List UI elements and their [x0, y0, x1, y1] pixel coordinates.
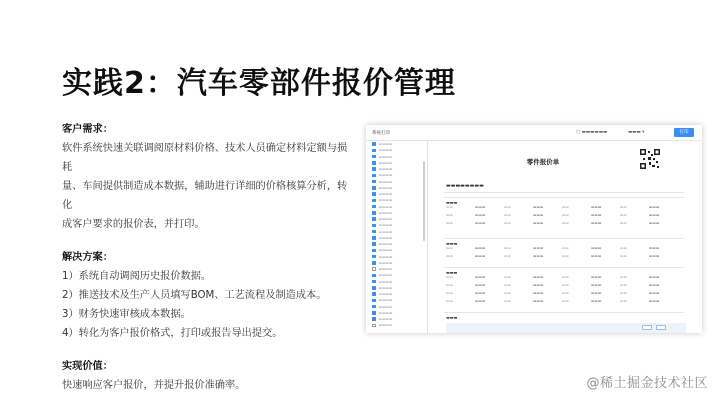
field-list-item[interactable]: ▬▬▬▬ — [366, 147, 427, 153]
field-list-item[interactable]: ▬▬▬▬ — [366, 191, 427, 197]
page-title: 实践2：汽车零部件报价管理 — [62, 66, 456, 101]
checkbox-icon[interactable] — [372, 174, 376, 178]
doc-title: 零件报价单 — [526, 158, 560, 166]
app-screenshot — [366, 125, 702, 333]
checkbox-icon[interactable] — [372, 230, 376, 234]
needs-heading: 客户需求： — [62, 124, 113, 135]
field-list-item[interactable]: ▬▬▬▬ — [366, 272, 427, 278]
doc-row: ▬▬ ▬▬▬ ▬▬ ▬▬▬ ▬▬ ▬▬▬ ▬▬ ▬▬▬ — [446, 291, 660, 295]
field-list-item[interactable]: ▬▬▬▬ — [366, 260, 427, 266]
doc-row: ▬▬ ▬▬▬ ▬▬ ▬▬▬ ▬▬ ▬▬▬ ▬▬ ▬▬▬ — [446, 299, 660, 303]
field-list — [366, 141, 428, 333]
watermark: @稀土掘金技术社区 — [586, 376, 708, 391]
checkbox-icon[interactable] — [372, 205, 376, 209]
topbar-dropdown[interactable]: ▬▬▬ ▾ — [628, 130, 645, 135]
field-list-item[interactable]: ▬▬▬▬ — [366, 297, 427, 303]
window-title: 系统打印 — [372, 131, 390, 136]
field-list-item[interactable]: ▬▬▬▬ — [366, 285, 427, 291]
field-list-item[interactable]: ▬▬▬▬ — [366, 160, 427, 166]
doc-row: ▬▬ ▬▬▬ ▬▬ ▬▬▬ ▬▬ ▬▬▬ ▬▬ ▬▬▬ — [446, 283, 660, 287]
field-list-item[interactable]: ▬▬▬▬ — [366, 316, 427, 322]
quote-document — [438, 145, 690, 333]
topbar-option: ▢ ▬▬▬▬▬▬ — [576, 130, 608, 135]
checkbox-icon[interactable] — [372, 286, 376, 290]
checkbox-icon[interactable] — [372, 142, 376, 146]
checkbox-icon[interactable] — [372, 280, 376, 284]
doc-subtitle: ▬▬▬▬▬▬▬▬ — [446, 183, 484, 189]
section-heading: ▬▬▬ — [446, 270, 458, 275]
sidebar-scrollbar[interactable] — [423, 161, 425, 241]
field-list-item[interactable]: ▬▬▬▬ — [366, 222, 427, 228]
doc-row: ▬▬ ▬▬▬ ▬▬ ▬▬▬ ▬▬ ▬▬▬ ▬▬ ▬▬▬ — [446, 213, 660, 217]
doc-row: ▬▬ ▬▬▬ ▬▬ ▬▬▬ ▬▬ ▬▬▬ ▬▬ ▬▬▬ — [446, 254, 660, 258]
content-left — [62, 120, 352, 395]
solution-item: 1）系统自动调阅历史报价数据。 — [62, 271, 212, 282]
field-list-item[interactable]: ▬▬▬▬ — [366, 141, 427, 147]
checkbox-icon[interactable] — [372, 161, 376, 165]
checkbox-icon[interactable] — [372, 261, 376, 265]
section-heading: ▬▬▬ — [446, 200, 458, 205]
doc-row: ▬▬ ▬▬▬ ▬▬ ▬▬▬ ▬▬ ▬▬▬ ▬▬ ▬▬▬ — [446, 275, 660, 279]
checkbox-icon[interactable] — [372, 155, 376, 159]
checkbox-icon[interactable] — [372, 199, 376, 203]
field-list-item[interactable]: ▬▬▬▬ — [366, 254, 427, 260]
checkbox-icon[interactable] — [372, 324, 376, 328]
needs-line: 软件系统快速关联调阅原材料价格、技术人员确定材料定额与损耗 — [62, 143, 348, 173]
qr-code-icon — [640, 149, 660, 169]
solution-item: 4）转化为客户报价格式，打印或报告导出提交。 — [62, 328, 283, 339]
field-list-item[interactable]: ▬▬▬▬ — [366, 172, 427, 178]
checkbox-icon[interactable] — [372, 292, 376, 296]
needs-line: 量、车间提供制造成本数据，辅助进行详细的价格核算分析，转化 — [62, 181, 348, 211]
checkbox-icon[interactable] — [372, 180, 376, 184]
checkbox-icon[interactable] — [372, 217, 376, 221]
field-list-item[interactable]: ▬▬▬▬ — [366, 304, 427, 310]
field-list-item[interactable]: ▬▬▬▬ — [366, 197, 427, 203]
checkbox-icon[interactable] — [372, 299, 376, 303]
checkbox-icon[interactable] — [372, 236, 376, 240]
doc-row: ▬▬ ▬▬▬ ▬▬ ▬▬▬ ▬▬ ▬▬▬ ▬▬ ▬▬▬ — [446, 205, 660, 209]
value-heading: 实现价值： — [62, 361, 113, 372]
checkbox-icon[interactable] — [372, 192, 376, 196]
field-list-item[interactable]: ▬▬▬▬ — [366, 247, 427, 253]
field-list-item[interactable]: ▬▬▬▬ — [366, 179, 427, 185]
checkbox-icon[interactable] — [372, 211, 376, 215]
field-list-item[interactable]: ▬▬▬▬ — [366, 266, 427, 272]
field-list-item[interactable]: ▬▬▬▬ — [366, 310, 427, 316]
checkbox-icon[interactable] — [372, 149, 376, 153]
field-list-item[interactable]: ▬▬▬▬ — [366, 322, 427, 328]
print-button[interactable]: 打印 — [674, 128, 694, 137]
screenshot-topbar — [366, 125, 702, 141]
checkbox-icon[interactable] — [372, 167, 376, 171]
field-list-item[interactable]: ▬▬▬▬ — [366, 235, 427, 241]
field-list-item[interactable]: ▬▬▬▬ — [366, 154, 427, 160]
field-list-item[interactable]: ▬▬▬▬ — [366, 241, 427, 247]
solution-item: 2）推送技术及生产人员填写BOM、工艺流程及制造成本。 — [62, 290, 327, 301]
checkbox-icon[interactable] — [372, 267, 376, 271]
row-action-button[interactable] — [656, 325, 666, 330]
doc-row: ▬▬ ▬▬▬ ▬▬ ▬▬▬ ▬▬ ▬▬▬ ▬▬ ▬▬▬ — [446, 246, 660, 250]
row-action-button[interactable] — [642, 325, 652, 330]
checkbox-icon[interactable] — [372, 186, 376, 190]
solution-heading: 解决方案： — [62, 252, 113, 263]
section-heading: ▬▬▬ — [446, 315, 458, 320]
doc-row: ▬▬ ▬▬▬ ▬▬ ▬▬▬ ▬▬ ▬▬▬ ▬▬ ▬▬▬ — [446, 221, 660, 225]
needs-line: 成客户要求的报价表，并打印。 — [62, 219, 205, 230]
checkbox-icon[interactable] — [372, 249, 376, 253]
field-list-item[interactable]: ▬▬▬▬ — [366, 204, 427, 210]
checkbox-icon[interactable] — [372, 255, 376, 259]
checkbox-icon[interactable] — [372, 311, 376, 315]
checkbox-icon[interactable] — [372, 317, 376, 321]
field-list-item[interactable]: ▬▬▬▬ — [366, 216, 427, 222]
section-heading: ▬▬▬ — [446, 241, 458, 246]
field-list-item[interactable]: ▬▬▬▬ — [366, 166, 427, 172]
field-list-item[interactable]: ▬▬▬▬ — [366, 210, 427, 216]
checkbox-icon[interactable] — [372, 242, 376, 246]
field-list-item[interactable]: ▬▬▬▬ — [366, 229, 427, 235]
checkbox-icon[interactable] — [372, 274, 376, 278]
field-list-item[interactable]: ▬▬▬▬ — [366, 185, 427, 191]
field-list-item[interactable]: ▬▬▬▬ — [366, 279, 427, 285]
solution-item: 3）财务快速审核成本数据。 — [62, 309, 191, 320]
checkbox-icon[interactable] — [372, 305, 376, 309]
value-text: 快速响应客户报价，并提升报价准确率。 — [62, 380, 246, 391]
checkbox-icon[interactable] — [372, 224, 376, 228]
field-list-item[interactable]: ▬▬▬▬ — [366, 291, 427, 297]
